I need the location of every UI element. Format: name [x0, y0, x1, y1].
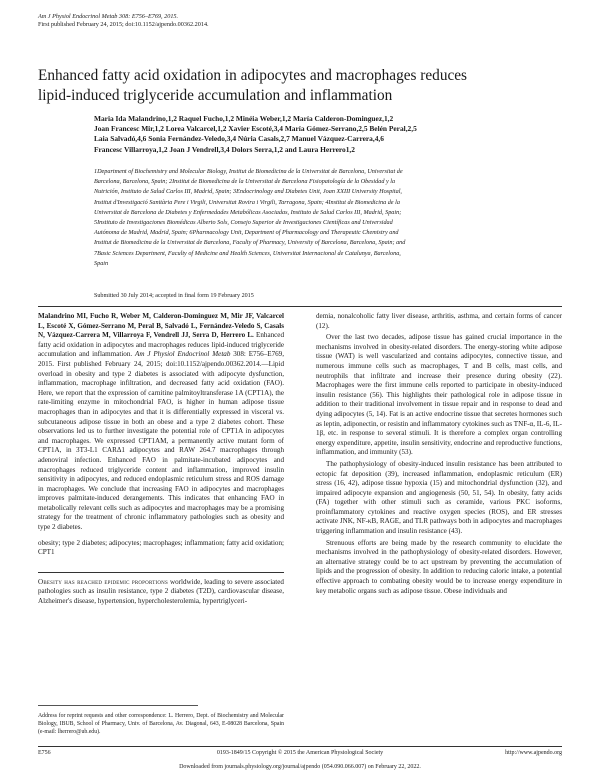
- intro-paragraph: Strenuous efforts are being made by the research community to elucidate the mechanisms involved in the pathophysiology of obesity-related disorders. However, an alternative strategy could be to act upstream by preventing the accumulation of lipids and the progression of obesity. In addition to reducing caloric intake, a potential effective approach to combating obesity would be to increase energy expenditure in key metabolic organs such as adipose tissue. Obese individuals and: [316, 538, 562, 595]
- affiliation-line: 1Department of Biochemistry and Molecular Biology, Institut de Biomedicina de la Universitat de Barcelona, Universitat de: [94, 168, 403, 175]
- affiliation-line: 7Basic Sciences Department, Faculty of Medicine and Health Sciences, Universitat Internacional de Catalunya, Barcelona,: [94, 249, 401, 257]
- affiliation-line: Institut de Biomedicina de la Universitat de Barcelona, Faculty of Pharmacy, University of Barcelona, Barcelona, Spain; and: [94, 239, 406, 247]
- page-number: E756: [38, 750, 51, 756]
- author-line: Laia Salvadó,4,6 Sonia Fernández-Veledo,3,4 Núria Casals,2,7 Manuel Vázquez-Carrera,4,6: [94, 134, 384, 144]
- section-divider: [38, 306, 562, 307]
- journal-citation-line: Am J Physiol Endocrinol Metab 308: E756–E769, 2015.: [38, 13, 179, 20]
- affiliation-line: Universitat de Barcelona de Diabetes y Enfermedades Metabólicas Asociadas, Instituto de Salud Carlos III, Madrid, Spain;: [94, 208, 402, 216]
- copyright-line: 0193-1849/15 Copyright © 2015 the American Physiological Society: [216, 750, 384, 756]
- right-column: [316, 312, 562, 598]
- affiliations: [94, 167, 564, 269]
- abstract-citation-authors: Malandrino MI, Fucho R, Weber M, Calderon-Dominguez M, Mir JF, Valcarcel L, Escoté X, Gómez-Serrano M, Peral B, Salvadó L, Fernández-Veledo S, Casals N, Vázquez-Carrera M, Villarroya F, Vendrell JJ, Serra D, Herrero L.: [38, 312, 284, 340]
- affiliation-line: Autónoma de Madrid, Madrid, Spain; 6Pharmacology Unit, Department of Pharmacology and Therapeutic Chemistry and: [94, 229, 399, 237]
- intro-lead-in: Obesity has reached epidemic proportions: [38, 577, 168, 586]
- title-line: Enhanced fatty acid oxidation in adipocytes and macrophages reduces: [38, 67, 467, 84]
- title-line: lipid-induced triglyceride accumulation and inflammation: [38, 87, 393, 104]
- affiliation-line: Institut d'Investigació Sanitària Pere i Virgili, Universitat Rovira i Virgili, Tarragona, Spain; 4Institut de Biomedicina de la: [94, 198, 400, 206]
- author-line: Maria Ida Malandrino,1,2 Raquel Fucho,1,2 Minéia Weber,1,2 María Calderon-Dominguez,1,2: [94, 114, 394, 123]
- keywords: obesity; type 2 diabetes; adipocytes; macrophages; inflammation; fatty acid oxidation; CPT1: [38, 538, 284, 557]
- journal-header: [38, 13, 209, 29]
- intro-paragraph: The pathophysiology of obesity-induced insulin resistance has been attributed to ectopic fat deposition (39), increased inflammation, endoplasmic reticulum (ER) stress (16, 42), adipose tissue hypoxia (15) and mitochondrial dysfunction (32), and impaired adipocyte expansion and angiogenesis (50, 51, 54). In obesity, fatty acids (FA) together with other stimuli such as ceramide, various PKC isoforms, proinflammatory cytokines and reactive oxygen species (ROS), and ER stresses activate JNK, NF-κB, RAGE, and TLR pathways both in adipocytes and macrophages triggering inflammation and insulin resistance (43).: [316, 459, 562, 536]
- abstract-divider: [38, 572, 284, 573]
- abstract: [38, 312, 284, 533]
- correspondence-address: Address for reprint requests and other correspondence: L. Herrero, Dept. of Biochemistry and Molecular Biology, IBUB, School of Pharmacy, Univ. of Barcelona, Av. Diagonal, 643, E-08028 Barcelona, Spain (e-mail: lherrero@ub.edu).: [38, 713, 284, 735]
- affiliation-line: Spain: [94, 259, 109, 267]
- footnote-divider: [38, 705, 198, 706]
- affiliation-line: Nutrición, Instituto de Salud Carlos III, Madrid, Spain; 3Endocrinology and Diabetes Unit, Joan XXIII University Hospital,: [94, 188, 402, 196]
- abstract-body: Lipid overload in obesity and type 2 diabetes is associated with adipocyte dysfunction, inflammation, macrophage infiltration, and decreased fatty acid oxidation (FAO). Here, we report that the expression of carnitine palmitoyltransferase 1A (CPT1A), the rate-limiting enzyme in mitochondrial FAO, is higher in human adipose tissue macrophages than in adipocytes and that it is differentially expressed in visceral vs. subcutaneous adipose tissue in both an obese and a type 2 diabetes cohort. These observations led us to further investigate the potential role of CPT1A in adipocytes and macrophages. We expressed CPT1AM, a permanently active mutant form of CPT1A, in 3T3-L1 CARΔ1 adipocytes and RAW 264.7 macrophages through adenoviral infection. Enhanced FAO in palmitate-incubated adipocytes and macrophages reduced triglyceride content and inflammation, improved insulin sensitivity in adipocytes, and reduced endoplasmic reticulum stress and ROS damage in macrophages. We conclude that increasing FAO in adipocytes and macrophages improves palmitate-induced derangements. This indicates that enhancing FAO in metabolically relevant cells such as adipocytes and macrophages may be a promising strategy for the treatment of chronic inflammatory pathologies such as obesity and type 2 diabetes.: [38, 359, 284, 532]
- abstract-citation-journal: Am J Physiol Endocrinol Metab: [135, 350, 231, 359]
- abstract-citation-title: Enhanced fatty acid oxidation in adipocytes and macrophages reduces lipid-induced triglyceride accumulation and inflammation.: [38, 331, 284, 359]
- abstract-citation-rest: 308: E756–E769, 2015. First published February 24, 2015; doi:10.1152/ajpendo.00362.2014.—: [38, 350, 284, 368]
- author-line: Joan Francesc Mir,1,2 Lorea Valcarcel,1,2 Xavier Escoté,3,4 María Gómez-Serrano,2,5 Belén Peral,2,5: [94, 124, 417, 134]
- submission-dates: Submitted 30 July 2014; accepted in final form 19 February 2015: [94, 293, 254, 299]
- publication-line: First published February 24, 2015; doi:10.1152/ajpendo.00362.2014.: [38, 21, 209, 29]
- intro-paragraph: Over the last two decades, adipose tissue has gained crucial importance in the mechanisms involved in obesity-related disorders. The energy-storing white adipose tissue (WAT) is well vascularized and contains adipocytes, connective tissue, and numerous immune cells such as macrophages, T and B cells, mast cells, and neutrophils that infiltrate and increase their presence during obesity (22). Macrophages were the first immune cells reported to participate in obesity-induced insulin resistance (56). This highlights their pathological role in adipose tissue in addition to their traditional involvement in tissue repair and in response to dead and dying adipocytes (5, 14). Fat is an active endocrine tissue that secretes hormones such as leptin, adiponectin, or resistin and inflammatory cytokines such as TNF-α, IL-6, IL-1β, etc. in response to several stimuli. It is therefore a complex organ controlling energy expenditure, appetite, insulin sensitivity, endocrine and reproductive functions, inflammation, and immunity (53).: [316, 333, 562, 457]
- author-list: [94, 114, 564, 155]
- footer-divider: [38, 746, 562, 747]
- author-line: Francesc Villarroya,1,2 Joan J Vendrell,3,4 Dolors Serra,1,2 and Laura Herrero1,2: [94, 144, 355, 154]
- left-column: [38, 312, 284, 609]
- journal-url: http://www.ajpendo.org: [505, 750, 562, 756]
- affiliation-line: 5Instituto de Investigaciones Biomédicas Alberto Sols, Consejo Superior de Investigaciones Científicas and Universidad: [94, 219, 393, 227]
- intro-paragraph: demia, nonalcoholic fatty liver disease, arthritis, asthma, and certain forms of cancer (12).: [316, 312, 562, 330]
- intro-paragraph: [38, 578, 284, 607]
- affiliation-line: Barcelona, Barcelona, Spain; 2Institut de Biomedicina de la Universitat de Barcelona Fisiopatología de la Obesidad y la: [94, 178, 396, 186]
- article-title: [38, 66, 558, 106]
- intro-text: worldwide, leading to severe associated pathologies such as insulin resistance, type 2 diabetes (T2D), cardiovascular disease, Alzheimer's disease, hypertension, hypercholesterolemia, hypertriglyceri-: [38, 577, 284, 606]
- download-notice: Downloaded from journals.physiology.org/journal/ajpendo (054.090.066.007) on February 22, 2022.: [179, 764, 421, 770]
